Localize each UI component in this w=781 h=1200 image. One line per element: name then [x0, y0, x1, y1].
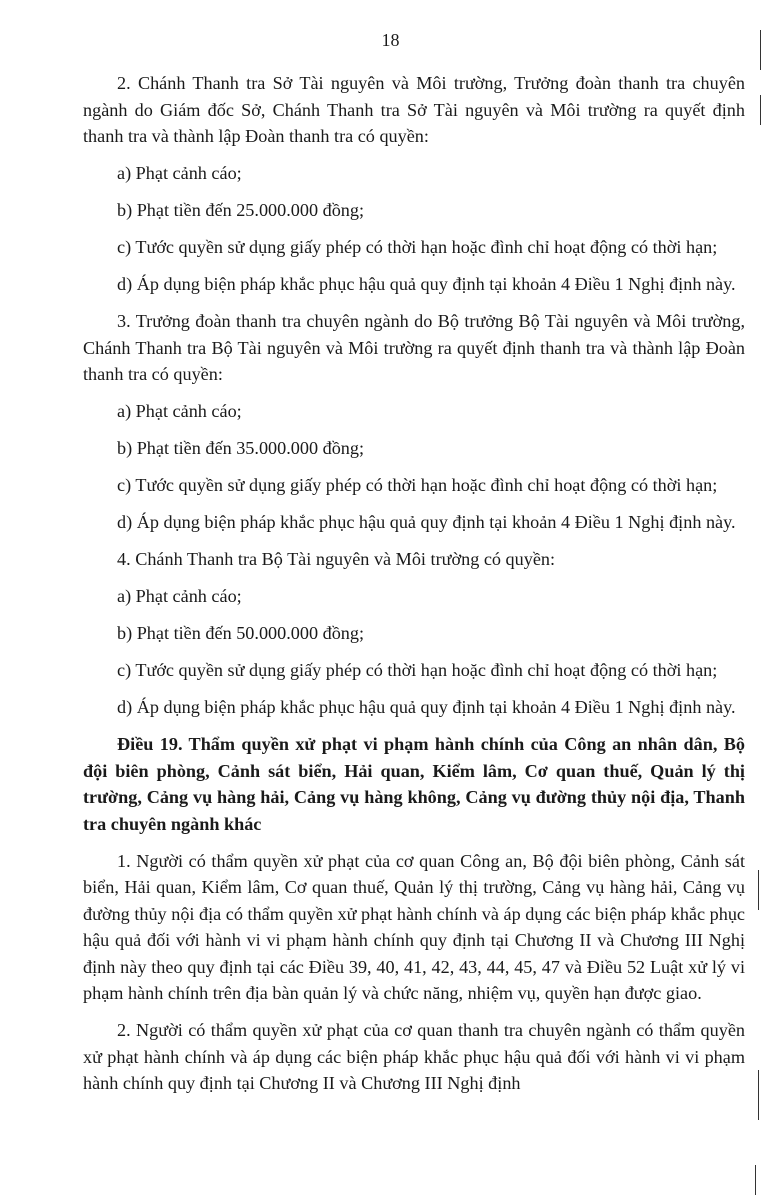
list-item: a) Phạt cảnh cáo; — [117, 586, 242, 606]
paragraph-article-19-clause-2: 2. Người có thẩm quyền xử phạt của cơ quan thanh tra chuyên ngành có thẩm quyền xử phạt hành chính và áp dụng các biện pháp khắc phục hậu quả đối với hành vi vi phạm hành chính quy định tại Chương II và Chương III Nghị định — [83, 1020, 745, 1093]
document-body — [83, 70, 745, 1107]
list-item: c) Tước quyền sử dụng giấy phép có thời hạn hoặc đình chỉ hoạt động có thời hạn; — [117, 660, 718, 680]
list-item: b) Phạt tiền đến 25.000.000 đồng; — [117, 200, 365, 220]
list-item: d) Áp dụng biện pháp khắc phục hậu quả quy định tại khoản 4 Điều 1 Nghị định này. — [117, 274, 736, 294]
list-item: b) Phạt tiền đến 35.000.000 đồng; — [117, 438, 365, 458]
scan-edge-mark — [758, 1070, 759, 1120]
paragraph-clause-2: 2. Chánh Thanh tra Sở Tài nguyên và Môi trường, Trưởng đoàn thanh tra chuyên ngành do Giám đốc Sở, Chánh Thanh tra Sở Tài nguyên và Môi trường ra quyết định thanh tra và thành lập Đoàn thanh tra có quyền: — [83, 73, 745, 146]
scan-edge-mark — [760, 95, 761, 125]
scan-edge-mark — [755, 1165, 756, 1195]
paragraph-article-19-clause-1: 1. Người có thẩm quyền xử phạt của cơ quan Công an, Bộ đội biên phòng, Cảnh sát biển, Hải quan, Kiểm lâm, Cơ quan thuế, Quản lý thị trường, Cảng vụ hàng hải, Cảng vụ đường thủy nội địa có thẩm quyền xử phạt hành chính và áp dụng các biện pháp khắc phục hậu quả đối với hành vi vi phạm hành chính quy định tại Chương II và Chương III Nghị định này theo quy định tại các Điều 39, 40, 41, 42, 43, 44, 45, 47 và Điều 52 Luật xử lý vi phạm hành chính trên địa bàn quản lý và chức năng, nhiệm vụ, quyền hạn được giao. — [83, 850, 745, 1003]
list-item: a) Phạt cảnh cáo; — [117, 401, 242, 421]
page-number: 18 — [381, 30, 400, 50]
scan-edge-mark — [758, 870, 759, 910]
article-heading: Điều 19. Thẩm quyền xử phạt vi phạm hành chính của Công an nhân dân, Bộ đội biên phòng, Cảnh sát biển, Hải quan, Kiểm lâm, Cơ quan thuế, Quản lý thị trường, Cảng vụ hàng hải, Cảng vụ hàng không, Cảng vụ đường thủy nội địa, Thanh tra chuyên ngành khác — [83, 734, 745, 834]
list-item: d) Áp dụng biện pháp khắc phục hậu quả quy định tại khoản 4 Điều 1 Nghị định này. — [117, 697, 736, 717]
list-item: b) Phạt tiền đến 50.000.000 đồng; — [117, 623, 365, 643]
scan-edge-mark — [760, 30, 761, 70]
list-item: a) Phạt cảnh cáo; — [117, 163, 242, 183]
paragraph-clause-3: 3. Trưởng đoàn thanh tra chuyên ngành do Bộ trưởng Bộ Tài nguyên và Môi trường, Chánh Thanh tra Bộ Tài nguyên và Môi trường ra quyết định thanh tra và thành lập Đoàn thanh tra có quyền: — [83, 311, 745, 384]
list-item: c) Tước quyền sử dụng giấy phép có thời hạn hoặc đình chỉ hoạt động có thời hạn; — [117, 475, 718, 495]
paragraph-clause-4: 4. Chánh Thanh tra Bộ Tài nguyên và Môi trường có quyền: — [117, 549, 556, 569]
list-item: d) Áp dụng biện pháp khắc phục hậu quả quy định tại khoản 4 Điều 1 Nghị định này. — [117, 512, 736, 532]
list-item: c) Tước quyền sử dụng giấy phép có thời hạn hoặc đình chỉ hoạt động có thời hạn; — [117, 237, 718, 257]
